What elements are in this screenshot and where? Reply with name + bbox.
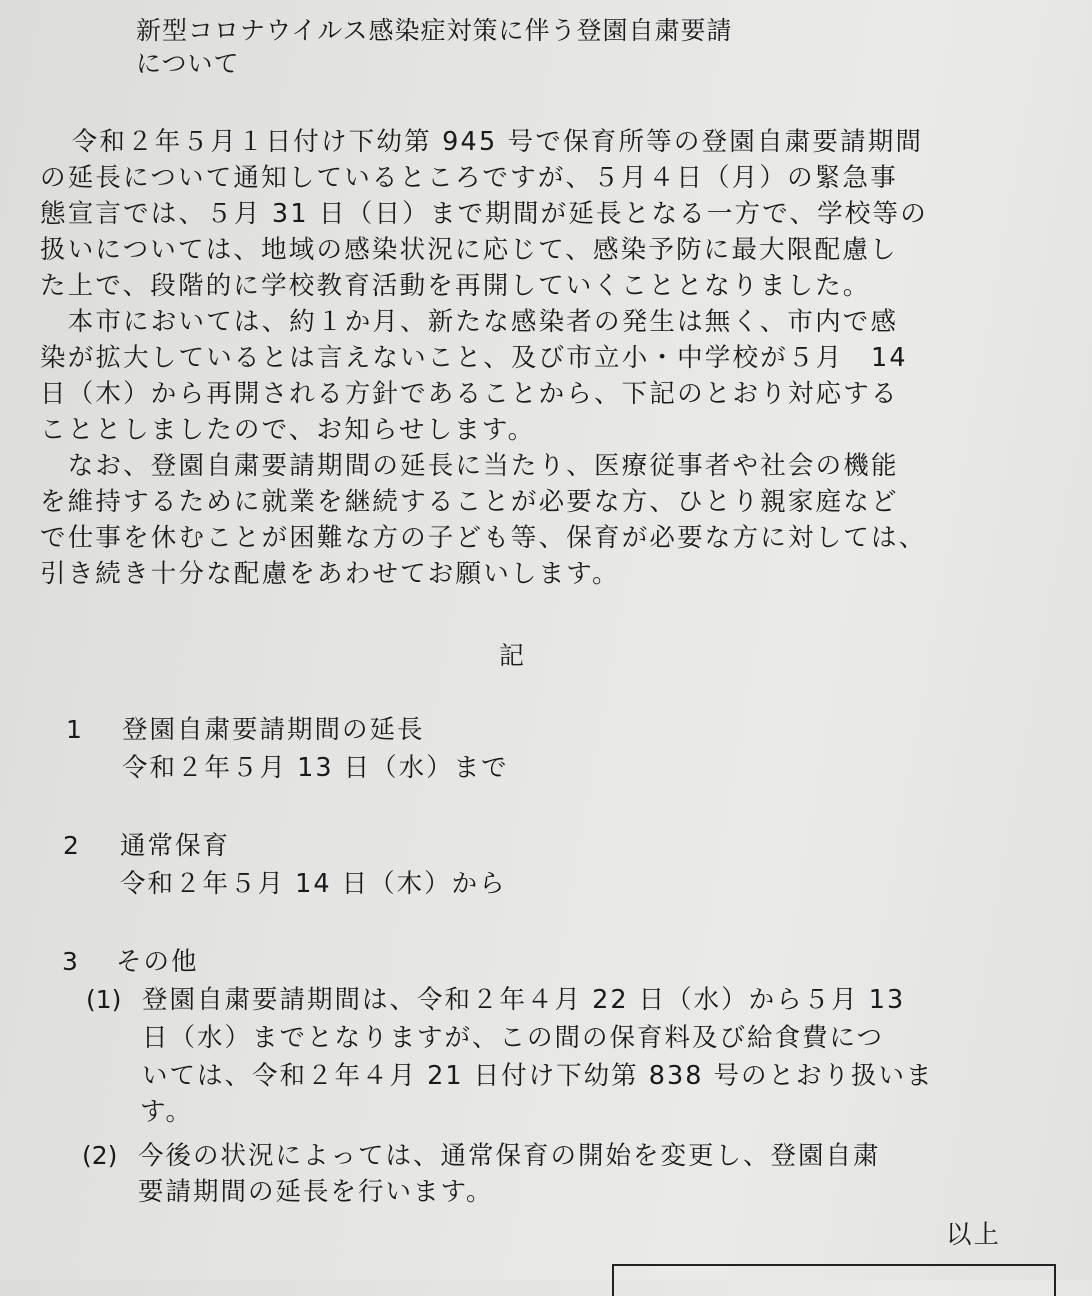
item-heading: 通常保育 — [120, 831, 231, 861]
body-line: 日（木）から再開される方針であることから、下記のとおり対応する — [40, 379, 899, 409]
title-line-2: について — [136, 49, 240, 78]
document-title — [136, 14, 733, 80]
sub-item-line: 登園自粛要請期間は、令和２年４月 22 日（水）から５月 13 — [142, 985, 906, 1015]
body-line: 染が拡大しているとは言えないこと、及び市立小・中学校が５月 14 — [40, 343, 908, 373]
item-number: 1 — [66, 715, 82, 744]
body-line: で仕事を休むことが困難な方の子ども等、保育が必要な方に対しては、 — [40, 523, 927, 553]
item-heading: 登園自粛要請期間の延長 — [122, 715, 425, 745]
body-line: を維持するために就業を継続することが必要な方、ひとり親家庭など — [40, 487, 899, 517]
item-detail: 令和２年５月 14 日（木）から — [120, 869, 507, 899]
body-line: 引き続き十分な配慮をあわせてお願いします。 — [40, 559, 620, 589]
sub-item-line: 今後の状況によっては、通常保育の開始を変更し、登園自粛 — [138, 1141, 881, 1171]
contact-box-edge — [612, 1264, 1056, 1296]
sub-item-line: 日（水）までとなりますが、この間の保育料及び給食費につ — [142, 1023, 884, 1053]
body-line: こととしましたので、お知らせします。 — [40, 415, 536, 445]
item-number: 3 — [62, 947, 78, 976]
body-line: た上で、段階的に学校教育活動を再開していくこととなりました。 — [40, 271, 871, 301]
sub-item-number: (1) — [86, 985, 122, 1014]
body-line: なお、登園自粛要請期間の延長に当たり、医療従事者や社会の機能 — [40, 451, 899, 481]
item-detail: 令和２年５月 13 日（水）まで — [122, 753, 509, 783]
sub-item-number: (2) — [82, 1141, 118, 1170]
sub-item-line: いては、令和２年４月 21 日付け下幼第 838 号のとおり扱いま — [142, 1061, 934, 1091]
sub-item-line: す。 — [140, 1097, 193, 1127]
body-line: 態宣言では、５月 31 日（日）まで期間が延長となる一方で、学校等の — [40, 199, 928, 229]
body-line: 扱いについては、地域の感染状況に応じて、感染予防に最大限配慮し — [40, 235, 898, 265]
body-line: 令和２年５月１日付け下幼第 945 号で保育所等の登園自粛要請期間 — [44, 127, 924, 157]
sub-item-line: 要請期間の延長を行います。 — [138, 1177, 494, 1207]
closing-text: 以上 — [946, 1220, 1002, 1250]
title-line-1: 新型コロナウイルス感染症対策に伴う登園自粛要請 — [136, 16, 733, 45]
item-heading: その他 — [116, 947, 199, 977]
ki-heading: 記 — [499, 641, 525, 670]
body-line: の延長について通知しているところですが、５月４日（月）の緊急事 — [40, 163, 898, 193]
item-number: 2 — [63, 831, 79, 860]
body-line: 本市においては、約１か月、新たな感染者の発生は無く、市内で感 — [40, 307, 899, 337]
